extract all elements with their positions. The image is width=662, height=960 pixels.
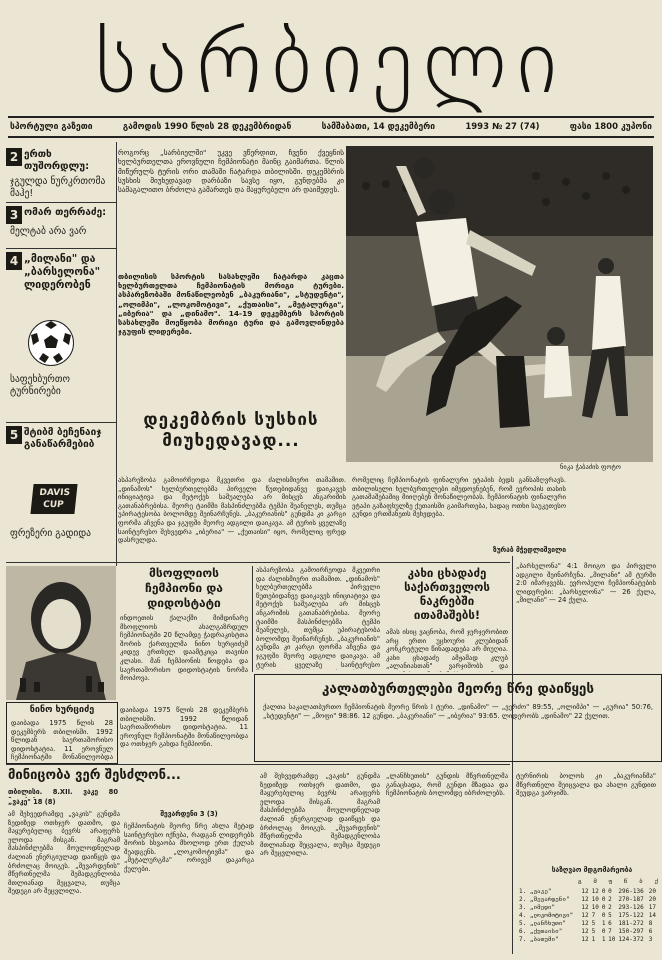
team-name: 3. „იმედი" <box>519 904 556 911</box>
sidebar-item-sub: მელტაბ არა ვარ <box>10 226 87 237</box>
standings-cell: 0 <box>601 904 606 911</box>
standings-cell: 0 <box>601 928 606 935</box>
standings-row <box>518 904 658 912</box>
sidebar-item-sub: ჯგულდა ნურკრთომა მაჰე! <box>10 176 106 199</box>
standings-cell: 2 <box>608 904 612 911</box>
standings-cell: 12 <box>581 936 589 943</box>
standings-cell: 12 <box>591 888 599 895</box>
standings-cell: 12 <box>581 904 589 911</box>
standings-cell: 270-187 <box>618 896 644 903</box>
bottom-headline: მინიცობა ვერ შესძლონ... <box>8 768 181 783</box>
issue-number: 1993 № 27 (74) <box>465 122 540 132</box>
team-name: 6. „ქუთაისი" <box>519 928 563 935</box>
standings-table <box>518 888 658 944</box>
standings-title: საზღვაო მდგომარეობა <box>551 866 633 874</box>
standings-cell: 0 <box>601 896 606 903</box>
standings-row <box>518 888 658 896</box>
sidebar-item-3[interactable] <box>6 250 116 423</box>
standings-row <box>518 928 658 936</box>
standings-cell: 12 <box>581 928 589 935</box>
standings-cell: 293-126 <box>618 904 644 911</box>
sidebar-item-title: ერთხ თუშორდლუ: <box>24 149 90 172</box>
kakha-body: ამას ისიც ვაცნობა, რომ ჯერჯერობით არც ერთი უცხოური კლუბიდან კონკრეტული წინადადება არ მიუღია. კახი ცხადაძე ამჟამად კლუბ „ალანიასთან" ვარჯიშობს და <box>386 628 508 671</box>
standings-cell: 1 <box>601 920 606 927</box>
article-body-left: ასპარეზობა გამოირჩეოდა მკვეთრი და ძალისმიერი თამაშით. „დინამოს" ხელბურთელებმა პირველი წუთებიდანვე დაიკავეს ინიციატივა და მეტოქეს საშუალება არ მისცეს ანგარიშის გათანაბრებისა. მეორე ტაიმში მასპინძლებმა ტემპი შეანელეს, თუმცა უპირატესობა ბოლომდე შეინარჩუნეს. „ბაკურიანის" გუნდმა კი კარგი ფორმა აჩვენა და ჯგუფში მეორე ადგილი დაიკავა. ამ ტურის ყველაზე საინტერესო შეხვედრა „იბერია" — „ქუთაისი" იყო, რომელიც ფრედ დასრულდა. <box>118 476 346 545</box>
chess-body-cont: დაიბადა 1975 წლის 28 დეკემბერს თბილისში. 1992 წლიდან საერთაშორისო დიდოსტატია. 11 ეროვნულ ჩემპიონატში მონაწილეობდა და ოთხჯერ გახდა ჩემპიონი. <box>120 706 248 749</box>
middle-column: ასპარეზობა გამოირჩეოდა მკვეთრი და ძალისმიერი თამაშით. „დინამოს" ხელბურთელებმა პირველი წუთებიდანვე დაიკავეს ინიციატივა და მეტოქეს საშუალება არ მისცეს ანგარიშის გათანაბრებისა. მეორე ტაიმში მასპინძლებმა ტემპი შეანელეს, თუმცა უპირატესობა ბოლომდე შეინარჩუნეს. „ბაკურიანის" გუნდმა კი კარგი ფორმა აჩვენა და ჯგუფში მეორე ადგილი დაიკავა. ამ ტურის ყველაზე საინტერესო <box>256 566 380 669</box>
standings-cell: 10 <box>608 936 616 943</box>
player-name: ნინო ხურციძე <box>29 705 95 715</box>
main-headline: დეკემბრის სუსხის მიუხედავად... <box>143 410 319 451</box>
standings-cell: 10 <box>591 896 599 903</box>
column-divider <box>252 566 253 672</box>
sidebar-index <box>6 142 116 562</box>
subtitle: სპორტული გაზეთი <box>10 122 93 132</box>
bottom-body-1: ამ შეხვედრამდე „ვაკის" გუნდმა ზედიზედ ოთხჯერ დათმო, და მაყურებელიც ბევრს არაფერს ელოდა მისგან. მაგრამ მასპინძლებმა მოულოდნელად ძალიან ენერგიულად დაიწყეს და ბრძოლაც მოიგეს. „შევარდენის" მწვრთნელმა შემადგენლობა მთლიანად შეცვალა, თუმცა შედეგი არ შეცვლილა. <box>8 810 120 896</box>
header-points: ქ <box>654 878 658 885</box>
masthead-title: სარბიელი <box>95 9 567 115</box>
standings-cell: 150-297 <box>618 928 644 935</box>
standings-cell: 1 <box>601 936 606 943</box>
standings-row <box>518 912 658 920</box>
article-body-right: რომელიც ჩემპიონატის ფინალური ეტაპის ბედს განსაზღვრავს. თბილისელი ხელბურთელები იმედოვნებენ, რომ ევროპის თასის გათამაშებაშიც მიიღებენ მონაწილეობას. ჩემპიონატის ფინალური ეტაპი გაზაფხულზე ქუთაისში გაიმართება, სადაც ოთხი საუკეთესო გუნდი ერთმანეთს შეხვდება. <box>352 476 566 519</box>
article-author: ზურაბ მჭედლიშვილი <box>493 546 566 554</box>
standings-cell: 296-136 <box>618 888 644 895</box>
right-column-body: „ბარსელონა" 4:1 მოიგო და პირველი ადგილი შეინარჩუნა. „მილანი" ამ ტურში 2:0 იმარჯვებს. ევროპული ჩემპიონატების ლიდერები: „ბარსელონა" — 26 ქულა, „მილანი" — 24 ქულა. <box>516 562 656 605</box>
page-number-badge: 4 <box>6 252 22 270</box>
standings-cell: 10 <box>591 904 599 911</box>
chess-body: ინდოეთის ქალაქში მიმდინარე მსოფლიოს ახალგაზრდულ ჩემპიონატში 20 წლამდე ჭადრაკისტთა შორის ქართველმა ნინო ხურციძემ კიდევ ერთხელ დაამტკიცა თავისი კლასი. მან ჩემპიონის წოდება და საერთაშორისო დიდოსტატის ნორმა მოიპოვა. <box>120 614 248 683</box>
standings-cell: 0 <box>608 888 612 895</box>
standings-cell: 124-372 <box>618 936 644 943</box>
match-venue: თბილისი. 8.XII. ვაკე 80 <box>8 788 118 796</box>
team-name: 2. „შევარდენი" <box>519 896 570 903</box>
standings-cell: 1 <box>591 936 596 943</box>
team-name: 5. „ლანჩხუთი" <box>519 920 566 927</box>
standings-cell: 175-122 <box>618 912 644 919</box>
basketball-box <box>254 674 662 762</box>
masthead-rule-bottom <box>8 136 654 138</box>
page-number-badge: 3 <box>6 206 22 224</box>
lead-paragraph: როგორც „სარბიელში" უკვე ვწერდით, ჩვენი ქვეყნის ხელბურთელთა ეროვნული ჩემპიონატი მაინც გაიმართა. წლის მიწურულს ტურის ორი თამაში ჩატარდა თბილისში. დეკემბრის სუსხის მიუხედავად დარბაზი სავსე იყო, გუნდებმა კი სამაგალითო ბრძოლა გამართეს და მაყურებელი არ დაიმედეს. <box>118 148 344 195</box>
sidebar-item-2[interactable] <box>6 204 116 249</box>
standings-row <box>518 896 658 904</box>
standings-cell: 0 <box>601 912 606 919</box>
standings-cell: 7 <box>591 912 596 919</box>
published-date: გამოდის 1990 წლის 28 დეკემბრიდან <box>122 122 292 132</box>
sidebar-item-title: „მილანი" და „ბარსელონა" ლიდერობენ <box>24 253 101 291</box>
section-divider <box>6 562 510 563</box>
sidebar-item-sub: ფრეზერი გადიდა <box>10 528 91 539</box>
standings-cell: 5 <box>591 920 596 927</box>
info-bar <box>10 119 652 135</box>
masthead-rule-top <box>8 116 654 118</box>
standings-cell: 12 <box>581 896 589 903</box>
standings-cell: 14 <box>648 912 656 919</box>
standings-row <box>518 920 658 928</box>
standings-cell: 12 <box>581 920 589 927</box>
section-divider <box>6 764 510 765</box>
standings-cell: 12 <box>581 888 589 895</box>
match-home-team: „ვაკე" 18 (8) <box>8 798 56 806</box>
standings-cell: 20 <box>648 896 656 903</box>
right-column-tail: ტურნირის ბოლოს კი „ბაკურიანმა" მწვრთნელი შეიცვალა და ახალი გუნდით შეუდგა ვარჯიშს. <box>516 772 656 798</box>
photo-credit: ნიკა ჭაბაძის ფოტო <box>560 463 621 471</box>
basketball-body: ქალთა საკალათბურთო ჩემპიონატის მეორე წრის I ტური. „დინამო" — „ვერძო" 89:55, „ოლიმპი" — „გურია" 50:76, „სტუდენტი" — „მოფი" 98:86. 12 გუნდი. „ბაკურიანი" — „იბერია" 93:65. ლიდერობს „დინამო" 22 ქულით. <box>263 703 653 720</box>
standings-cell: 7 <box>608 928 612 935</box>
chess-headline: მსოფლიოს ჩემპიონი და დიდოსტატი <box>145 566 223 610</box>
football-icon <box>28 320 74 366</box>
team-name: 4. „ლოკომოტივი" <box>519 912 574 919</box>
standings-cell: 5 <box>591 928 596 935</box>
sidebar-item-sub: საფეხბურთო ტურნირები <box>10 374 70 397</box>
column-divider <box>116 142 117 566</box>
header-points-diff: ბ <box>639 878 643 885</box>
sidebar-item-1[interactable] <box>6 146 116 203</box>
standings-cell: 20 <box>648 888 656 895</box>
player-bio-box <box>6 702 118 764</box>
weekday-date: სამშაბათი, 14 დეკემბერი <box>321 122 436 132</box>
standings-cell: 6 <box>608 920 612 927</box>
standings-header <box>578 878 658 885</box>
header-losses: წ <box>623 878 628 885</box>
page-number-badge: 5 <box>6 426 22 444</box>
sidebar-item-4[interactable] <box>6 424 116 550</box>
standings-cell: 0 <box>601 888 606 895</box>
price: ფასი 1800 კუპონი <box>569 122 652 132</box>
standings-cell: 17 <box>648 904 656 911</box>
standings-cell: 8 <box>648 920 653 927</box>
page-number-badge: 2 <box>6 148 22 166</box>
standings-row <box>518 936 658 944</box>
basketball-headline: კალათბურთელები მეორე წრე დაიწყეს <box>321 681 595 697</box>
standings-cell: 3 <box>648 936 653 943</box>
bottom-body-2: ჩემპიონატის მეორე წრე ახლა მეტად საინტერესო იქნება, რადგან ლიდერებს შორის სხვაობა მხოლოდ ერთ ქულას შეადგენს. „ლოკომოტივმა" და „მეტალურგმა" ორივემ დაკარგა ქულები. <box>124 822 254 873</box>
header-draws: ფ <box>608 878 613 885</box>
match-away-team: შევარდენი 3 (3) <box>160 810 218 818</box>
header-games: გ <box>578 878 582 885</box>
standings-cell: 181-272 <box>618 920 644 927</box>
standings-cell: 6 <box>648 928 653 935</box>
sidebar-item-title: ომარ თერრაძე: <box>24 207 107 218</box>
team-name: 1. „ვაკე" <box>519 888 552 895</box>
standings-cell: 2 <box>608 896 612 903</box>
kakha-headline: კახი ცხადაძე საქართველოს ნაკრებში ითამაშებს! <box>404 566 490 622</box>
standings-cell: 5 <box>608 912 612 919</box>
header-wins: მ <box>593 878 597 885</box>
bottom-body-4: „ლანჩხუთის" გუნდის მწვრთნელმა განაცხადა, რომ გუნდი მზადაა და ჩემპიონატის ბოლომდე იბრძოლებს. <box>386 772 508 798</box>
bottom-body-3: ამ შეხვედრამდე „ვაკის" გუნდმა ზედიზედ ოთხჯერ დათმო, და მაყურებელიც ბევრს არაფერს ელოდა მისგან. მაგრამ მასპინძლებმა მოულოდნელად ძალიან ენერგიულად დაიწყეს და ბრძოლაც მოიგეს. „შევარდენის" მწვრთნელმა შემადგენლობა მთლიანად შეცვალა, თუმცა შედეგი არ შეცვლილა. <box>260 772 380 858</box>
player-bio: დაიბადა 1975 წლის 28 დეკემბერს თბილისში. 1992 წლიდან საერთაშორისო დიდოსტატია. 11 ეროვნულ ჩემპიონატში მონაწილეობდა <box>11 719 113 761</box>
standings-cell: 12 <box>581 912 589 919</box>
team-name: 7. „ბათუმი" <box>519 936 559 943</box>
handball-photo <box>346 146 653 462</box>
sidebar-item-title: შტიბმ ბეჩენაიჯ განაწარმებიბ <box>24 427 102 450</box>
chess-player-photo <box>6 566 116 700</box>
bold-summary: თბილისის სპორტის სასახლეში ჩატარდა კაცთა ხელბურთელთა ჩემპიონატის მორიგი ტურები. ასპარეზობაში მონაწილეობენ „ბაკურიანი", „სტუდენტი", „ოლიმპი", „ლოკომოტივი", „ქუთაისი", „მეტალურგი", „იბერია" და „დინამო". 14-19 დეკემბერს სპორტის სასახლეში მოეწყობა მორიგი ტური და გამოვლინდება ჯგუფის ლიდერები. <box>118 272 344 337</box>
davis-cup-logo: DAVIS CUP <box>30 484 77 514</box>
